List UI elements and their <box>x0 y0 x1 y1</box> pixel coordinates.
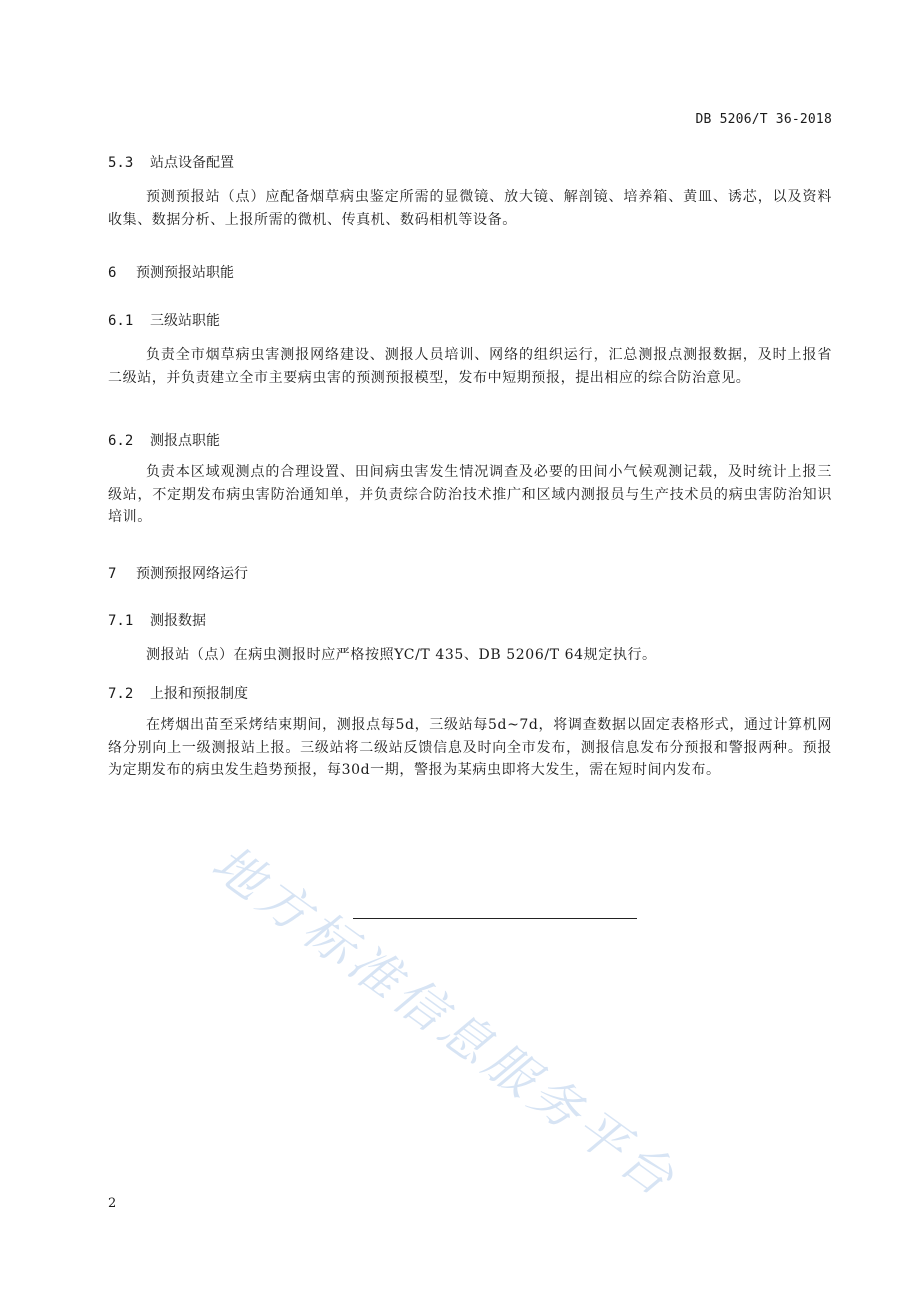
section-title: 站点设备配置 <box>150 155 234 171</box>
section-title: 预测预报网络运行 <box>136 566 248 582</box>
section-number: 5.3 <box>108 155 134 171</box>
section-6-2-paragraph: 负责本区域观测点的合理设置、田间病虫害发生情况调查及必要的田间小气候观测记载，及时统计上报三级站，不定期发布病虫害防治通知单，并负责综合防治技术推广和区域内测报员与生产技术员的病虫害防治知识培训。 <box>108 464 832 525</box>
section-number: 7.2 <box>108 686 134 702</box>
section-5-3-heading <box>108 152 832 172</box>
section-title: 预测预报站职能 <box>136 265 234 281</box>
section-6-2-heading <box>108 430 832 450</box>
end-of-document-rule <box>353 918 637 919</box>
section-5-3-paragraph: 预测预报站（点）应配备烟草病虫鉴定所需的显微镜、放大镜、解剖镜、培养箱、黄皿、诱芯，以及资料收集、数据分析、上报所需的微机、传真机、数码相机等设备。 <box>108 189 832 228</box>
section-7-heading <box>108 563 832 583</box>
section-6-heading <box>108 262 832 282</box>
section-title: 测报点职能 <box>150 433 220 449</box>
section-title: 上报和预报制度 <box>150 686 248 702</box>
section-title: 测报数据 <box>150 613 206 629</box>
document-code: DB 5206/T 36-2018 <box>695 112 832 127</box>
section-7-1-paragraph: 测报站（点）在病虫测报时应严格按照YC/T 435、DB 5206/T 64规定执行。 <box>146 647 657 663</box>
section-title: 三级站职能 <box>150 313 220 329</box>
section-7-1-heading <box>108 610 832 630</box>
section-7-2-paragraph: 在烤烟出苗至采烤结束期间，测报点每5d，三级站每5d~7d，将调查数据以固定表格形式，通过计算机网络分别向上一级测报站上报。三级站将二级站反馈信息及时向全市发布，测报信息发布分预报和警报两种。预报为定期发布的病虫发生趋势预报，每30d一期，警报为某病虫即将大发生，需在短时间内发布。 <box>108 717 832 778</box>
section-6-1-paragraph: 负责全市烟草病虫害测报网络建设、测报人员培训、网络的组织运行，汇总测报点测报数据，及时上报省二级站，并负责建立全市主要病虫害的预测预报模型，发布中短期预报，提出相应的综合防治意见。 <box>108 347 832 386</box>
section-7-2-heading <box>108 683 832 703</box>
section-number: 6.2 <box>108 433 134 449</box>
section-number: 7 <box>108 566 117 582</box>
page-number: 2 <box>108 1196 117 1211</box>
section-number: 6.1 <box>108 313 134 329</box>
section-6-1-heading <box>108 310 832 330</box>
watermark: 地方标准信息服务平台 <box>201 833 689 1210</box>
section-number: 7.1 <box>108 613 134 629</box>
section-number: 6 <box>108 265 117 281</box>
